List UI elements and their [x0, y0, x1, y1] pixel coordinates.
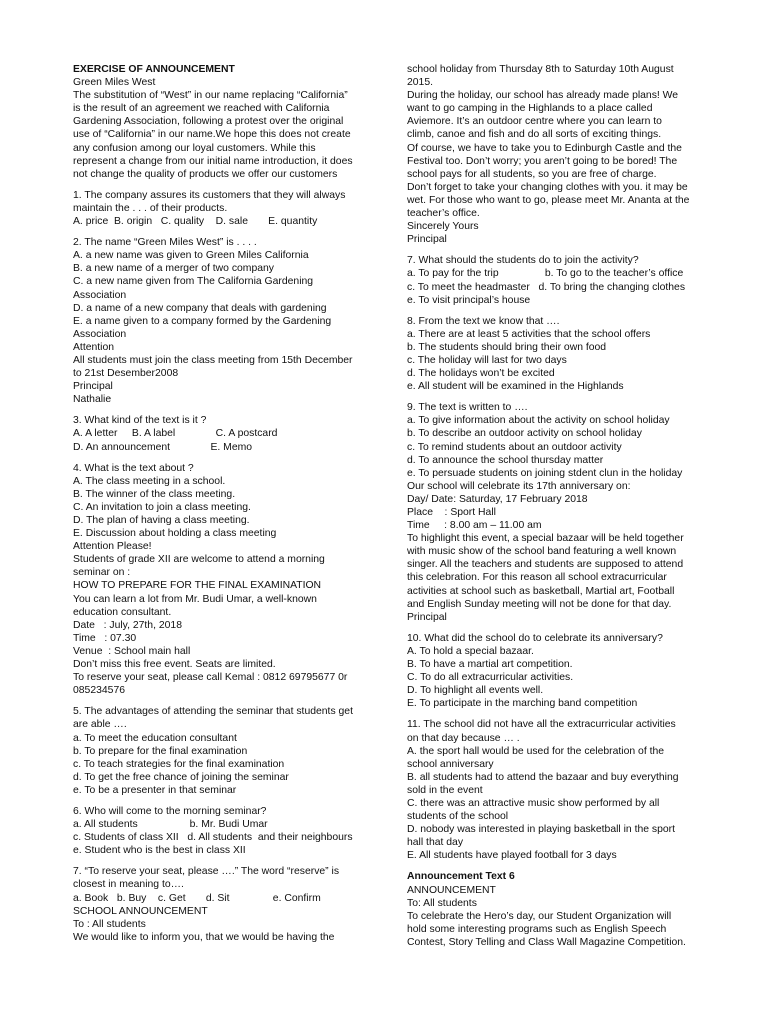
text-line: Of course, we have to take you to Edinburgh Castle and the — [407, 142, 682, 154]
text-line: Place : Sport Hall — [407, 507, 496, 518]
text-line: D. An announcement E. Memo — [73, 441, 253, 453]
text-line: To highlight this event, a special bazaar will be held together — [407, 533, 684, 545]
text-line: b. To prepare for the final examination — [73, 745, 248, 757]
text-line: c. Students of class XII d. All students and their neighbours — [73, 832, 353, 844]
paragraph-gap — [73, 181, 363, 189]
text-line: Time : 07.30 — [73, 632, 137, 644]
paragraph-gap — [407, 246, 699, 254]
text-line: 2015. — [407, 77, 434, 89]
text-line: Association — [73, 328, 127, 340]
paragraph-gap — [407, 624, 699, 632]
text-line: activities at school such as basketball, Martial art, Football — [407, 585, 675, 597]
text-line: e. To visit principal’s house — [407, 294, 531, 306]
text-line: B. The winner of the class meeting. — [73, 488, 236, 500]
text-line: any confusion among our loyal customers. While this — [73, 142, 316, 154]
text-line: e. To persuade students on joining stdent clun in the holiday — [407, 467, 683, 479]
text-line: 2. The name “Green Miles West” is . . . . — [73, 237, 257, 249]
heading-line: Announcement Text 6 — [407, 871, 515, 883]
text-line: 11. The school did not have all the extracurricular activities — [407, 719, 676, 731]
left-column — [73, 63, 363, 944]
text-line: A. a new name was given to Green Miles California — [73, 250, 309, 262]
text-line: singer. All the teachers and students are supposed to attend — [407, 559, 684, 571]
text-line: Green Miles West — [73, 77, 156, 89]
heading-line: EXERCISE OF ANNOUNCEMENT — [73, 64, 235, 75]
text-line: Date : July, 27th, 2018 — [73, 619, 182, 631]
text-line: on that day because … . — [407, 732, 520, 744]
text-line: Don’t miss this free event. Seats are limited. — [73, 659, 276, 671]
text-line: C. An invitation to join a class meeting. — [73, 501, 251, 513]
text-line: a. Book b. Buy c. Get d. Sit e. Confirm — [73, 892, 321, 904]
text-line: use of “California” in our name.We hope this does not create — [73, 129, 351, 141]
paragraph-gap — [73, 228, 363, 236]
text-line: 7. “To reserve your seat, please ….” The word “reserve” is — [73, 866, 340, 878]
text-line: D. nobody was interested in playing basketball in the sport — [407, 824, 676, 836]
text-line: is the result of an agreement we reached with California — [73, 103, 330, 115]
text-line: To: All students — [407, 897, 477, 909]
text-line: d. The holidays won’t be excited — [407, 368, 555, 380]
text-line: During the holiday, our school has already made plans! We — [407, 90, 679, 102]
text-line: 9. The text is written to …. — [407, 402, 528, 414]
text-line: Association — [73, 289, 127, 301]
text-line: a. There are at least 5 activities that the school offers — [407, 328, 651, 340]
text-line: e. All student will be examined in the Highlands — [407, 381, 624, 393]
text-line: Principal — [407, 234, 447, 246]
paragraph-gap — [407, 862, 699, 870]
text-line: c. The holiday will last for two days — [407, 354, 567, 366]
text-line: 8. From the text we know that …. — [407, 315, 560, 327]
text-line: Students of grade XII are welcome to attend a morning — [73, 554, 325, 566]
text-line: to 21st Desember2008 — [73, 368, 179, 380]
text-line: c. To remind students about an outdoor activity — [407, 441, 622, 453]
text-line: b. The students should bring their own food — [407, 341, 607, 353]
text-line: To celebrate the Hero’s day, our Student Organization will — [407, 910, 672, 922]
text-line: E. All students have played football for 3 days — [407, 850, 617, 862]
text-line: Our school will celebrate its 17th anniversary on: — [407, 480, 631, 492]
text-line: with music show of the school band featuring a well known — [407, 546, 677, 558]
text-line: school pays for all students, so you are free of charge. — [407, 168, 657, 180]
text-line: d. To get the free chance of joining the seminar — [73, 771, 289, 783]
text-line: Sincerely Yours — [407, 221, 479, 233]
text-line: E. To participate in the marching band competition — [407, 698, 638, 710]
text-line: represent a change from our initial name introduction, it does — [73, 155, 353, 167]
text-line: Nathalie — [73, 394, 112, 406]
text-line: 5. The advantages of attending the seminar that students get — [73, 706, 353, 718]
text-line: Don’t forget to take your changing clothes with you. it may be — [407, 181, 688, 193]
text-line: 3. What kind of the text is it ? — [73, 415, 207, 427]
text-line: are able …. — [73, 719, 127, 731]
text-line: All students must join the class meeting from 15th December — [73, 354, 353, 366]
text-line: D. The plan of having a class meeting. — [73, 515, 250, 526]
text-line: e. To be a presenter in that seminar — [73, 784, 237, 796]
text-line: c. To meet the headmaster d. To bring the changing clothes — [407, 281, 686, 293]
text-line: Day/ Date: Saturday, 17 February 2018 — [407, 493, 588, 505]
text-line: B. To have a martial art competition. — [407, 659, 573, 671]
text-line: maintain the . . . of their products. — [73, 202, 228, 214]
paragraph-gap — [407, 710, 699, 718]
text-line: education consultant. — [73, 606, 172, 618]
paragraph-gap — [73, 406, 363, 414]
text-line: students of the school — [407, 811, 509, 823]
text-line: school holiday from Thursday 8th to Saturday 10th August — [407, 64, 674, 75]
text-line: not change the quality of products we offer our customers — [73, 168, 338, 180]
text-line: A. the sport hall would be used for the celebration of the — [407, 745, 665, 757]
text-line: Attention — [73, 341, 115, 353]
text-line: D. To highlight all events well. — [407, 685, 544, 697]
text-line: Principal — [73, 381, 113, 393]
text-line: HOW TO PREPARE FOR THE FINAL EXAMINATION — [73, 580, 322, 592]
text-line: b. To describe an outdoor activity on school holiday — [407, 428, 642, 440]
text-line: C. a new name given from The California Gardening — [73, 276, 314, 288]
text-line: closest in meaning to…. — [73, 879, 184, 891]
text-line: a. To pay for the trip b. To go to the teacher’s office — [407, 268, 684, 280]
text-line: A. The class meeting in a school. — [73, 475, 226, 487]
paragraph-gap — [73, 857, 363, 865]
text-line: SCHOOL ANNOUNCEMENT — [73, 905, 208, 917]
text-line: a. To meet the education consultant — [73, 732, 237, 744]
text-line: A. price B. origin C. quality D. sale E. quantity — [73, 216, 318, 228]
text-line: ANNOUNCEMENT — [407, 884, 496, 896]
text-line: c. To teach strategies for the final examination — [73, 758, 285, 770]
text-line: 6. Who will come to the morning seminar? — [73, 805, 267, 817]
text-line: To reserve your seat, please call Kemal : 0812 69795677 0r — [73, 672, 348, 684]
text-line: 085234576 — [73, 685, 126, 697]
text-line: teacher’s office. — [407, 208, 480, 220]
text-line: hold some interesting programs such as English Speech — [407, 923, 667, 935]
text-line: 10. What did the school do to celebrate its anniversary? — [407, 632, 663, 644]
text-line: sold in the event — [407, 784, 483, 796]
text-line: Principal — [407, 611, 447, 623]
text-line: Aviemore. It’s an outdoor centre where you can learn to — [407, 116, 662, 128]
text-line: E. Discussion about holding a class meeting — [73, 528, 277, 540]
paragraph-gap — [73, 697, 363, 705]
right-column — [407, 63, 699, 949]
paragraph-gap — [407, 393, 699, 401]
text-line: A. To hold a special bazaar. — [407, 645, 534, 657]
text-line: B. all students had to attend the bazaar and buy everything — [407, 771, 679, 783]
text-line: a. To give information about the activity on school holiday — [407, 415, 670, 427]
text-line: wet. For those who want to go, please meet Mr. Ananta at the — [407, 194, 690, 206]
text-line: Time : 8.00 am – 11.00 am — [407, 520, 542, 532]
text-line: Venue : School main hall — [73, 645, 191, 657]
text-line: We would like to inform you, that we would be having the — [73, 931, 335, 943]
text-line: d. To announce the school thursday matter — [407, 454, 604, 466]
text-line: 1. The company assures its customers that they will always — [73, 189, 346, 201]
text-line: C. To do all extracurricular activities. — [407, 672, 574, 684]
text-line: Festival too. Don’t worry; you aren’t going to be bored! The — [407, 155, 678, 167]
paragraph-gap — [407, 307, 699, 315]
text-line: Attention Please! — [73, 541, 152, 553]
text-line: The substitution of “West” in our name replacing “California” — [73, 90, 348, 102]
text-line: want to go camping in the Highlands to a place called — [407, 103, 653, 115]
text-line: C. there was an attractive music show performed by all — [407, 797, 660, 809]
paragraph-gap — [73, 797, 363, 805]
text-line: You can learn a lot from Mr. Budi Umar, a well-known — [73, 593, 317, 605]
text-line: climb, canoe and fish and do all sorts of exciting things. — [407, 129, 662, 141]
text-line: hall that day — [407, 837, 464, 849]
text-line: e. Student who is the best in class XII — [73, 845, 246, 857]
paragraph-gap — [73, 454, 363, 462]
text-line: 4. What is the text about ? — [73, 462, 194, 474]
text-line: this celebration. For this reason all school extracurricular — [407, 572, 667, 584]
text-line: E. a name given to a company formed by the Gardening — [73, 315, 332, 327]
text-line: Gardening Association, following a protest over the original — [73, 116, 344, 128]
text-line: To : All students — [73, 918, 146, 930]
text-line: school anniversary — [407, 758, 494, 770]
text-line: seminar on : — [73, 567, 131, 579]
text-line: and English Sunday meeting will not be done for that day. — [407, 598, 672, 610]
text-line: 7. What should the students do to join the activity? — [407, 255, 639, 267]
text-line: A. A letter B. A label C. A postcard — [73, 428, 278, 440]
text-line: D. a name of a new company that deals with gardening — [73, 302, 327, 314]
text-line: B. a new name of a merger of two company — [73, 263, 274, 275]
text-line: a. All students b. Mr. Budi Umar — [73, 819, 268, 831]
text-line: Contest, Story Telling and Class Wall Magazine Competition. — [407, 936, 686, 948]
